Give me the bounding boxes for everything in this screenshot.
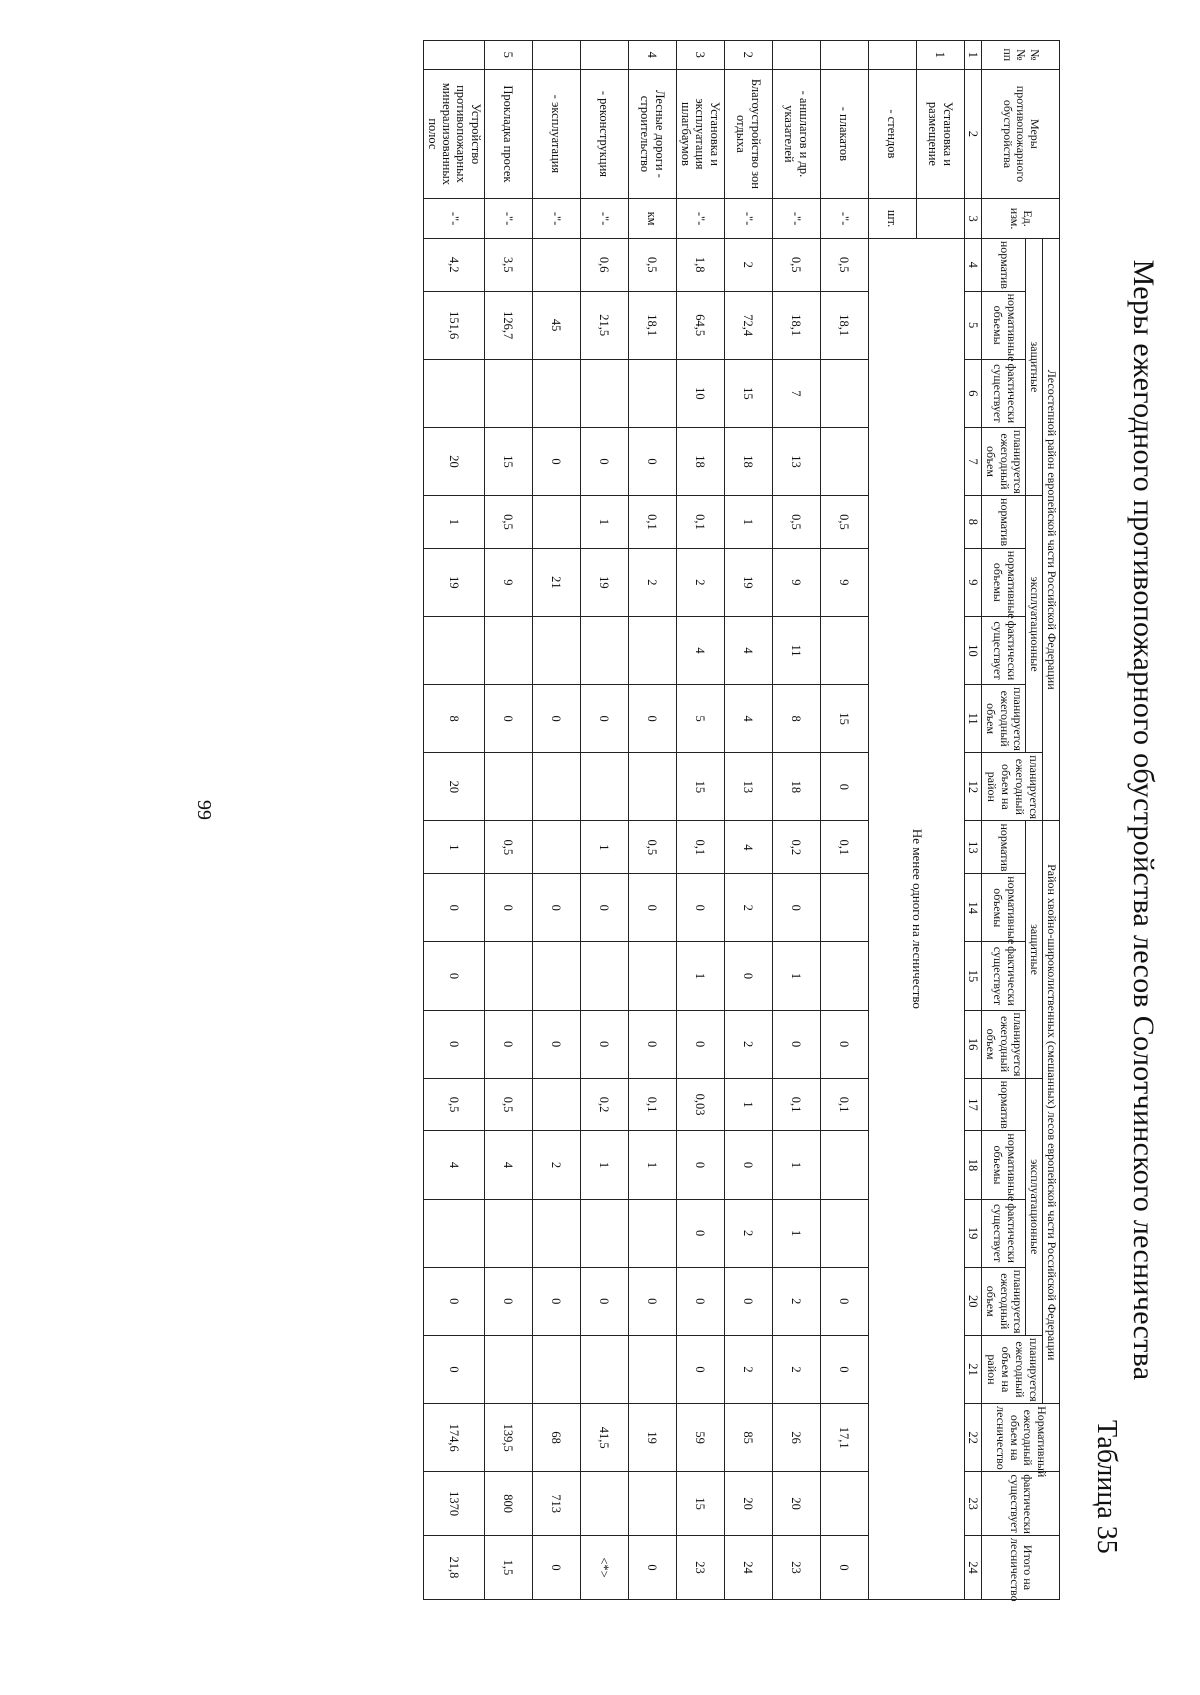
table-cell: 23: [676, 1535, 724, 1599]
column-number: 7: [964, 427, 981, 495]
table-cell: 0: [772, 874, 820, 942]
table-row: [820, 41, 868, 1600]
table-cell: 0: [724, 942, 772, 1010]
table-cell: 5: [676, 685, 724, 753]
table-cell: [580, 753, 628, 821]
header-actual: фактически существует: [982, 1199, 1026, 1267]
table-cell: 10: [676, 359, 724, 427]
table-cell: 2: [772, 1335, 820, 1403]
row-number: 2: [724, 41, 772, 70]
table-row: [532, 41, 580, 1600]
row-unit: -"-: [724, 199, 772, 239]
table-cell: 713: [532, 1472, 580, 1536]
column-number: 6: [964, 359, 981, 427]
row-number: [580, 41, 628, 70]
row-measure: Прокладка просек: [484, 69, 532, 199]
table-cell: [820, 616, 868, 684]
row-measure: - реконструкция: [580, 69, 628, 199]
table-cell: 0: [772, 1010, 820, 1078]
table-cell: 4: [724, 821, 772, 874]
table-cell: 0,1: [820, 821, 868, 874]
table-cell: 18,1: [772, 291, 820, 359]
table-cell: 0: [580, 427, 628, 495]
table-cell: 0,5: [628, 821, 676, 874]
row-measure: - эксплуатация: [532, 69, 580, 199]
column-number: 23: [964, 1472, 981, 1536]
header-norm-total: Нормативный ежегодный объем на лесничество: [982, 1404, 1060, 1472]
table-cell: 0,5: [484, 1078, 532, 1131]
table-cell: 4,2: [424, 238, 485, 291]
table-row: [724, 41, 772, 1600]
table-cell: 20: [772, 1472, 820, 1536]
table-cell: 0: [820, 1010, 868, 1078]
page-number: 99: [193, 800, 215, 820]
table-cell: 0,1: [628, 496, 676, 549]
table-cell: 17,1: [820, 1404, 868, 1472]
table-cell: 2: [724, 1335, 772, 1403]
row-number: 5: [484, 41, 532, 70]
table-cell: 1,8: [676, 238, 724, 291]
table-row: [580, 41, 628, 1600]
row-number: [772, 41, 820, 70]
table-cell: 0: [676, 874, 724, 942]
header-planned: планируется ежегодный объем: [982, 1267, 1026, 1335]
table-cell: 21,8: [424, 1535, 485, 1599]
table-cell: 0: [724, 1131, 772, 1199]
table-cell: 18,1: [628, 291, 676, 359]
table-cell: [484, 1199, 532, 1267]
table-row: [628, 41, 676, 1600]
table-cell: 1370: [424, 1472, 485, 1536]
header-norm-vol: нормативные объемы: [982, 291, 1026, 359]
table-cell: 2: [724, 874, 772, 942]
table-cell: 1: [580, 496, 628, 549]
table-cell: [628, 1199, 676, 1267]
table-cell: [484, 359, 532, 427]
table-cell: 0,1: [676, 821, 724, 874]
header-norm: норматив: [982, 238, 1026, 291]
table-cell: 0: [424, 1335, 485, 1403]
table-cell: 0: [424, 942, 485, 1010]
table-cell: [628, 1472, 676, 1536]
table-cell: 0: [676, 1267, 724, 1335]
table-cell: [580, 616, 628, 684]
table-cell: 0: [532, 685, 580, 753]
table-cell: 11: [772, 616, 820, 684]
table-cell: [628, 616, 676, 684]
table-cell: 1: [628, 1131, 676, 1199]
header-exploitation-1: эксплуатационные: [1026, 496, 1043, 753]
column-number: 24: [964, 1535, 981, 1599]
column-number: 21: [964, 1335, 981, 1403]
header-planned-region-2: планируется ежегодный объем на район: [982, 1335, 1043, 1403]
table-cell: 0,6: [580, 238, 628, 291]
column-number: 17: [964, 1078, 981, 1131]
table-cell: [532, 238, 580, 291]
row-unit: -"-: [424, 199, 485, 239]
table-cell: 0: [676, 1010, 724, 1078]
table-cell: <*>: [580, 1535, 628, 1599]
row-measure: - плакатов: [820, 69, 868, 199]
table-cell: 20: [724, 1472, 772, 1536]
table-cell: 2: [724, 238, 772, 291]
table-cell: [532, 359, 580, 427]
span-note: Не менее одного на лесничество: [868, 238, 964, 1599]
table-label: Таблица 35: [1091, 1420, 1122, 1554]
row-number: 1: [916, 41, 964, 70]
table-cell: 7: [772, 359, 820, 427]
table-cell: 4: [724, 616, 772, 684]
header-planned: планируется ежегодный объем: [982, 1010, 1026, 1078]
row-number: [868, 41, 916, 70]
header-norm-vol: нормативные объемы: [982, 548, 1026, 616]
table-cell: 4: [424, 1131, 485, 1199]
column-number: 1: [964, 41, 981, 70]
row-number: [532, 41, 580, 70]
table-cell: 68: [532, 1404, 580, 1472]
table-cell: 19: [724, 548, 772, 616]
table-cell: 0: [532, 1535, 580, 1599]
row-unit: -"-: [532, 199, 580, 239]
table-cell: 0,5: [772, 238, 820, 291]
table-cell: [820, 1199, 868, 1267]
table-cell: [820, 427, 868, 495]
table-cell: 1: [772, 942, 820, 1010]
table-cell: [424, 616, 485, 684]
table-cell: 59: [676, 1404, 724, 1472]
row-measure: - аншлагов и др. указателей: [772, 69, 820, 199]
table-cell: 0,5: [424, 1078, 485, 1131]
table-cell: 41,5: [580, 1404, 628, 1472]
column-number: 2: [964, 69, 981, 199]
table-cell: 45: [532, 291, 580, 359]
table-cell: 4: [484, 1131, 532, 1199]
table-cell: 0,1: [628, 1078, 676, 1131]
table-cell: 13: [772, 427, 820, 495]
table-cell: [484, 753, 532, 821]
table-cell: 8: [772, 685, 820, 753]
header-num: № № пп: [982, 41, 1060, 70]
row-measure: Устройство противопожарных минерализованных полос: [424, 69, 485, 199]
header-planned: планируется ежегодный объем: [982, 685, 1026, 753]
table-cell: 0: [628, 1267, 676, 1335]
table-cell: 1: [676, 942, 724, 1010]
table-cell: 0: [628, 427, 676, 495]
column-number: 13: [964, 821, 981, 874]
table-cell: 174,6: [424, 1404, 485, 1472]
table-cell: 2: [628, 548, 676, 616]
table-cell: 0,5: [484, 821, 532, 874]
row-measure: - стендов: [868, 69, 916, 199]
table-cell: 0: [424, 1267, 485, 1335]
column-number: 11: [964, 685, 981, 753]
table-cell: 0: [628, 874, 676, 942]
table-cell: 0,5: [628, 238, 676, 291]
table-cell: 0: [424, 1010, 485, 1078]
table-cell: 0: [580, 874, 628, 942]
column-numbers-row: [964, 41, 981, 1600]
table-cell: 0: [532, 874, 580, 942]
table-cell: 0: [532, 1267, 580, 1335]
table-cell: [820, 1131, 868, 1199]
table-cell: 2: [676, 548, 724, 616]
row-number: [424, 41, 485, 70]
column-number: 4: [964, 238, 981, 291]
table-cell: [580, 942, 628, 1010]
table-cell: 1: [724, 1078, 772, 1131]
header-norm: норматив: [982, 1078, 1026, 1131]
page-title: Меры ежегодного противопожарного обустройства лесов Солотчинского лесничества: [1127, 259, 1160, 1381]
header-actual-total: фактически существует: [982, 1472, 1060, 1536]
table-cell: 0,1: [820, 1078, 868, 1131]
table-cell: 9: [772, 548, 820, 616]
table-cell: 0: [676, 1199, 724, 1267]
table-cell: 0: [580, 1010, 628, 1078]
table-cell: 1: [424, 821, 485, 874]
table-cell: [820, 942, 868, 1010]
table-cell: [532, 1335, 580, 1403]
table-cell: 0: [628, 1010, 676, 1078]
table-cell: 0,5: [820, 238, 868, 291]
row-number: 4: [628, 41, 676, 70]
table-cell: 18: [676, 427, 724, 495]
table-cell: 19: [424, 548, 485, 616]
header-norm-vol: нормативные объемы: [982, 874, 1026, 942]
header-region1: Лесостепной район европейской части Российской Федерации: [1043, 238, 1060, 821]
table-cell: 1,5: [484, 1535, 532, 1599]
table-cell: [532, 753, 580, 821]
table-cell: 0,03: [676, 1078, 724, 1131]
table-cell: 800: [484, 1472, 532, 1536]
table-cell: 18: [772, 753, 820, 821]
table-cell: 20: [424, 753, 485, 821]
table-cell: 2: [772, 1267, 820, 1335]
header-planned-region-1: планируется ежегодный объем на район: [982, 753, 1043, 821]
table-cell: [484, 1335, 532, 1403]
table-cell: 1: [724, 496, 772, 549]
rotated-page: [100, 40, 1160, 1600]
column-number: 15: [964, 942, 981, 1010]
table-cell: [820, 359, 868, 427]
table-cell: 1: [424, 496, 485, 549]
row-measure: Установка и размещение: [916, 69, 964, 199]
table-cell: 0: [820, 753, 868, 821]
table-cell: 18,1: [820, 291, 868, 359]
header-exploitation-2: эксплуатационные: [1026, 1078, 1043, 1335]
table-cell: 85: [724, 1404, 772, 1472]
column-number: 19: [964, 1199, 981, 1267]
table-row: [916, 41, 964, 1600]
table-cell: [628, 753, 676, 821]
table-cell: 3,5: [484, 238, 532, 291]
table-cell: [580, 1199, 628, 1267]
column-number: 22: [964, 1404, 981, 1472]
table-cell: [580, 1472, 628, 1536]
row-unit: -"-: [772, 199, 820, 239]
table-cell: [532, 1199, 580, 1267]
row-number: [820, 41, 868, 70]
table-cell: [628, 359, 676, 427]
table-cell: 8: [424, 685, 485, 753]
table-cell: 0: [676, 1131, 724, 1199]
table-cell: 2: [532, 1131, 580, 1199]
table-cell: 15: [484, 427, 532, 495]
table-cell: 2: [724, 1010, 772, 1078]
table-cell: 9: [820, 548, 868, 616]
column-number: 5: [964, 291, 981, 359]
row-unit: -"-: [676, 199, 724, 239]
table-cell: 0: [820, 1267, 868, 1335]
table-cell: 21,5: [580, 291, 628, 359]
table-cell: 0: [484, 1010, 532, 1078]
table-cell: 0,2: [772, 821, 820, 874]
table-cell: 15: [676, 753, 724, 821]
table-cell: 151,6: [424, 291, 485, 359]
row-measure: Установка и эксплуатация шлагбаумов: [676, 69, 724, 199]
table-cell: [532, 616, 580, 684]
row-unit: -"-: [820, 199, 868, 239]
column-number: 9: [964, 548, 981, 616]
table-cell: 0: [820, 1335, 868, 1403]
column-number: 8: [964, 496, 981, 549]
table-cell: 19: [628, 1404, 676, 1472]
table-cell: 0: [484, 685, 532, 753]
table-cell: [532, 1078, 580, 1131]
table-cell: 0,1: [676, 496, 724, 549]
measures-table: [423, 40, 1060, 1600]
header-actual: фактически существует: [982, 359, 1026, 427]
table-cell: 26: [772, 1404, 820, 1472]
column-number: 3: [964, 199, 981, 239]
table-cell: [628, 1335, 676, 1403]
table-cell: [580, 1335, 628, 1403]
table-row: [484, 41, 532, 1600]
table-cell: 0,5: [820, 496, 868, 549]
table-cell: [820, 874, 868, 942]
table-row: [772, 41, 820, 1600]
table-cell: 15: [724, 359, 772, 427]
row-unit: -"-: [484, 199, 532, 239]
table-cell: 0: [820, 1535, 868, 1599]
table-cell: 23: [772, 1535, 820, 1599]
table-cell: [484, 616, 532, 684]
table-row: [676, 41, 724, 1600]
column-number: 14: [964, 874, 981, 942]
table-cell: 1: [772, 1131, 820, 1199]
table-cell: 0,5: [772, 496, 820, 549]
table-cell: 24: [724, 1535, 772, 1599]
table-cell: [532, 821, 580, 874]
table-cell: [424, 1199, 485, 1267]
table-cell: 1: [580, 1131, 628, 1199]
table-cell: 9: [484, 548, 532, 616]
table-cell: [484, 942, 532, 1010]
table-cell: [532, 942, 580, 1010]
column-number: 18: [964, 1131, 981, 1199]
table-cell: 139,5: [484, 1404, 532, 1472]
row-unit: [916, 199, 964, 239]
header-norm: норматив: [982, 496, 1026, 549]
table-cell: 0,1: [772, 1078, 820, 1131]
table-cell: 4: [676, 616, 724, 684]
table-cell: 0: [580, 685, 628, 753]
table-cell: 1: [772, 1199, 820, 1267]
row-unit: -"-: [580, 199, 628, 239]
table-cell: 0: [628, 685, 676, 753]
table-cell: 21: [532, 548, 580, 616]
table-cell: 19: [580, 548, 628, 616]
header-planned: планируется ежегодный объем: [982, 427, 1026, 495]
table-cell: [628, 942, 676, 1010]
table-cell: 0: [724, 1267, 772, 1335]
table-cell: 0: [424, 874, 485, 942]
table-cell: 0: [532, 1010, 580, 1078]
table-cell: 0,2: [580, 1078, 628, 1131]
row-number: 3: [676, 41, 724, 70]
table-cell: 64,5: [676, 291, 724, 359]
row-unit: км: [628, 199, 676, 239]
table-cell: 2: [724, 1199, 772, 1267]
header-norm-vol: нормативные объемы: [982, 1131, 1026, 1199]
header-norm: норматив: [982, 821, 1026, 874]
table-cell: [580, 359, 628, 427]
table-cell: 15: [820, 685, 868, 753]
table-cell: [532, 496, 580, 549]
table-cell: [424, 359, 485, 427]
table-cell: [820, 1472, 868, 1536]
column-number: 12: [964, 753, 981, 821]
row-measure: Лесные дороги - строительство: [628, 69, 676, 199]
table-cell: 0: [484, 874, 532, 942]
table-row: [424, 41, 485, 1600]
table-cell: 0,5: [484, 496, 532, 549]
header-total: Итого на лесничество: [982, 1535, 1060, 1599]
row-measure: Благоустройство зон отдыха: [724, 69, 772, 199]
table-body: [424, 41, 965, 1600]
table-cell: 0: [484, 1267, 532, 1335]
column-number: 10: [964, 616, 981, 684]
table-cell: 1: [580, 821, 628, 874]
column-number: 20: [964, 1267, 981, 1335]
table-cell: 20: [424, 427, 485, 495]
table-cell: 15: [676, 1472, 724, 1536]
table-cell: 13: [724, 753, 772, 821]
header-protective-2: защитные: [1026, 821, 1043, 1078]
table-cell: 72,4: [724, 291, 772, 359]
table-cell: 0: [676, 1335, 724, 1403]
table-cell: 4: [724, 685, 772, 753]
table-cell: 0: [532, 427, 580, 495]
header-protective-1: защитные: [1026, 238, 1043, 495]
header-region2: Район хвойно-широколиственных (смешанных) лесов европейской части Российской Федерации: [1043, 821, 1060, 1404]
table-cell: 126,7: [484, 291, 532, 359]
table-cell: 18: [724, 427, 772, 495]
table-cell: 0: [628, 1535, 676, 1599]
header-actual: фактически существует: [982, 616, 1026, 684]
header-actual: фактически существует: [982, 942, 1026, 1010]
table-cell: 0: [580, 1267, 628, 1335]
row-unit: шт.: [868, 199, 916, 239]
header-measures: Меры противопожарного обустройства: [982, 69, 1060, 199]
column-number: 16: [964, 1010, 981, 1078]
header-unit: Ед. изм.: [982, 199, 1060, 239]
